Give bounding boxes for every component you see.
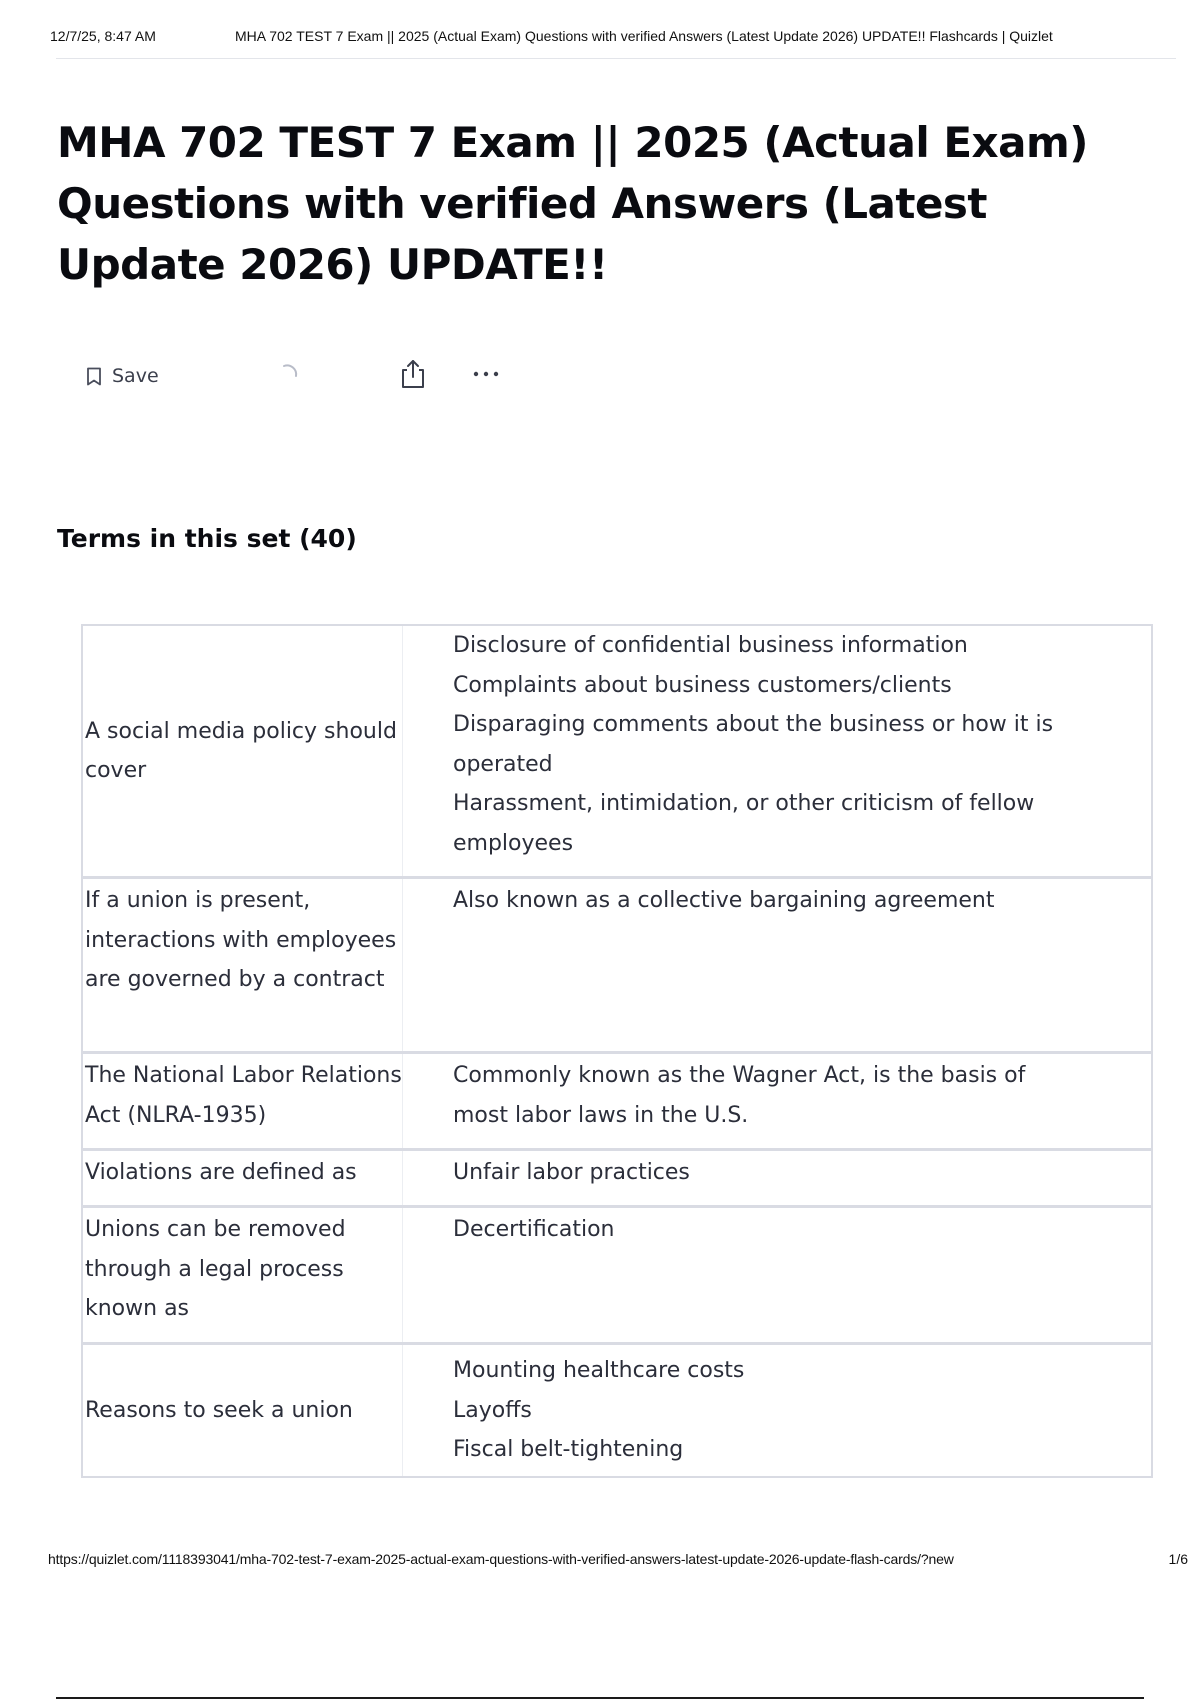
term-text: Unions can be removed through a legal process known as — [85, 1217, 346, 1321]
print-document-title: MHA 702 TEST 7 Exam || 2025 (Actual Exam) Questions with verified Answers (Latest Update 2026) UPDATE!! Flashcards | Quizlet — [235, 28, 1053, 44]
terms-table — [81, 624, 1153, 1478]
term-cell — [83, 1054, 403, 1148]
term-cell — [83, 879, 403, 1051]
save-label: Save — [112, 365, 159, 387]
term-row — [83, 626, 1151, 876]
definition-cell — [403, 879, 1151, 1051]
term-text: Reasons to seek a union — [85, 1397, 353, 1423]
loading-spinner-icon — [276, 362, 300, 386]
term-row — [83, 876, 1151, 1051]
terms-heading: Terms in this set (40) — [57, 524, 357, 553]
bookmark-icon — [86, 367, 102, 386]
term-text: If a union is present, interactions with employees are governed by a contract — [85, 888, 397, 992]
definition-line: Complaints about business customers/clients — [453, 672, 952, 698]
definition-cell — [403, 1054, 1151, 1148]
definition-line: Commonly known as the Wagner Act, is the basis of most labor laws in the U.S. — [453, 1063, 1026, 1128]
term-cell — [83, 1151, 403, 1205]
definition-line: Fiscal belt-tightening — [453, 1437, 684, 1463]
definition-line: Harassment, intimidation, or other criticism of fellow employees — [453, 791, 1035, 856]
header-divider — [56, 58, 1176, 59]
term-row — [83, 1148, 1151, 1205]
definition-line: Decertification — [453, 1217, 615, 1242]
definition-line: Layoffs — [453, 1397, 532, 1423]
definition-cell — [403, 1345, 1151, 1476]
term-text: The National Labor Relations Act (NLRA-1935) — [85, 1063, 402, 1128]
definition-line: Also known as a collective bargaining agreement — [453, 888, 995, 913]
page-number: 1/6 — [1168, 1551, 1188, 1567]
save-button[interactable] — [86, 358, 159, 394]
definition-cell — [403, 626, 1151, 876]
share-icon[interactable] — [398, 358, 428, 390]
term-row — [83, 1051, 1151, 1148]
set-toolbar — [86, 358, 506, 394]
page-url: https://quizlet.com/1118393041/mha-702-test-7-exam-2025-actual-exam-questions-with-verified-answers-latest-update-2026-update-flash-cards/?new — [48, 1551, 954, 1567]
term-cell — [83, 1345, 403, 1476]
term-row — [83, 1205, 1151, 1342]
page-title: MHA 702 TEST 7 Exam || 2025 (Actual Exam) Questions with verified Answers (Latest Update 2026) UPDATE!! — [57, 118, 1088, 289]
definition-line: Mounting healthcare costs — [453, 1358, 745, 1384]
term-cell — [83, 1208, 403, 1342]
term-cell — [83, 626, 403, 876]
term-row — [83, 1342, 1151, 1476]
more-options-icon[interactable] — [468, 366, 504, 382]
definition-line: Unfair labor practices — [453, 1160, 690, 1185]
term-text: A social media policy should cover — [85, 718, 397, 783]
page-bottom-rule — [56, 1697, 1144, 1699]
print-datetime: 12/7/25, 8:47 AM — [50, 28, 156, 44]
definition-line: Disparaging comments about the business or how it is operated — [453, 712, 1054, 777]
term-text: Violations are defined as — [85, 1160, 357, 1185]
definition-line: Disclosure of confidential business information — [453, 633, 968, 658]
definition-cell — [403, 1151, 1151, 1205]
definition-cell — [403, 1208, 1151, 1342]
print-header — [50, 28, 1180, 50]
